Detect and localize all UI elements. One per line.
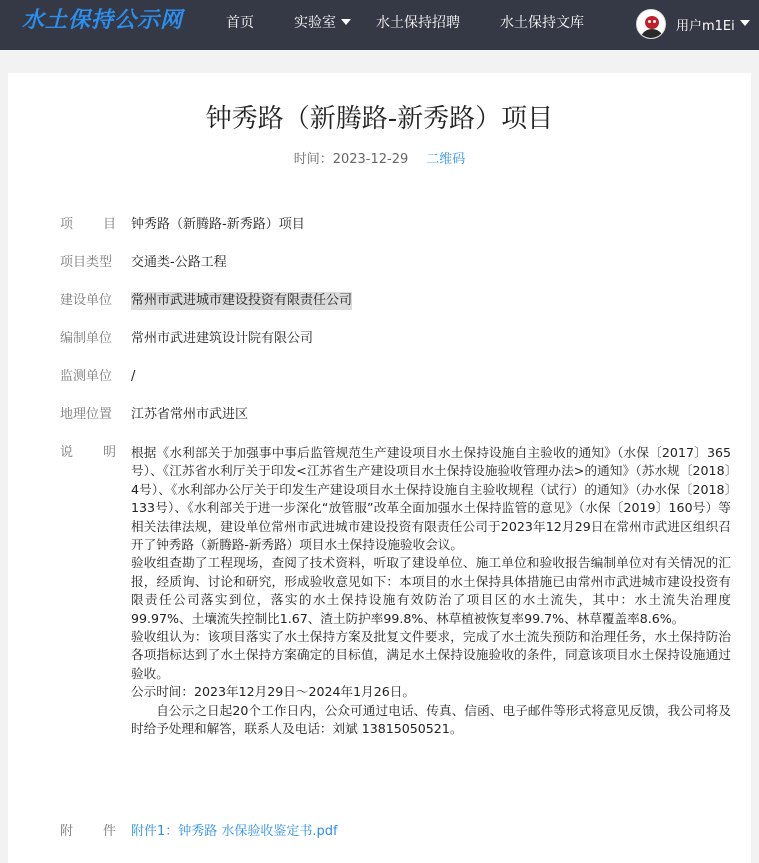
page-title: 钟秀路（新腾路-新秀路）项目 (205, 104, 554, 134)
field-label-monitor: 监测单位 (60, 369, 113, 384)
field-label-builder: 建设单位 (60, 293, 113, 308)
field-value-project: 钟秀路（新腾路-新秀路）项目 (131, 217, 305, 232)
description-paragraph: 验收组查勘了工程现场，查阅了技术资料，听取了建设单位、施工单位和验收报告编制单位对有关情况的汇报，经质询、讨论和研究，形成验收意见如下：本项目的水土保持具体措施已由常州市武进城市建设投资有限责任公司落实到位，落实的水土保持设施有效防治了项目区的水土流失，其中：水土流失治理度99.97%、土壤流失控制比1.67、渣土防护率99.8%、林草植被恢复率99.7%、林草覆盖率8.6%。 (131, 555, 731, 626)
field-value-monitor: / (131, 369, 136, 384)
description-paragraph: 验收组认为：该项目落实了水土保持方案及批复文件要求，完成了水土流失预防和治理任务，水土保持防治各项指标达到了水土保持方案确定的目标值，满足水土保持设施验收的条件，同意该项目水土保持设施通过验收。 (131, 629, 731, 681)
description-text (131, 444, 731, 739)
field-value-compiler: 常州市武进建筑设计院有限公司 (131, 331, 314, 346)
nav-lab[interactable] (294, 0, 351, 50)
description-paragraph: 自公示之日起20个工作日内，公众可通过电话、传真、信函、电子邮件等形式将意见反馈，我公司将及时给予处理和解答，联系人及电话：刘斌 13815050521。 (131, 702, 731, 737)
chevron-down-icon (740, 20, 750, 26)
field-label-description: 说 明 (60, 445, 116, 460)
description-paragraph: 根据《水利部关于加强事中事后监管规范生产建设项目水土保持设施自主验收的通知》（水保〔2017〕365号）、《江苏省水利厅关于印发<江苏省生产建设项目水土保持设施验收管理办法>的通知》（苏水规〔2018〕4号）、《水利部办公厅关于印发生产建设项目水土保持设施自主验收规程（试行）的通知》（办水保〔2018〕133号）、《水利部关于进一步深化“放管服”改革全面加强水土保持监管的意见》（水保〔2019〕160号）等相关法律法规，建设单位常州市武进城市建设投资有限责任公司于2023年12月29日在常州市武进区组织召开了钟秀路（新腾路-新秀路）项目水土保持设施验收会议。 (131, 445, 731, 553)
chevron-down-icon (341, 19, 351, 25)
qrcode-link[interactable]: 二维码 (426, 152, 466, 167)
field-value-location: 江苏省常州市武进区 (131, 407, 249, 422)
attachment-link[interactable]: 附件1：钟秀路 水保验收鉴定书.pdf (131, 824, 338, 839)
field-value-project-type: 交通类-公路工程 (131, 255, 227, 270)
avatar (636, 9, 666, 39)
nav-lab-label: 实验室 (294, 15, 336, 31)
nav-home[interactable]: 首页 (226, 15, 254, 31)
description-paragraph: 公示时间：2023年12月29日～2024年1月26日。 (131, 684, 415, 700)
field-value-builder: 常州市武进城市建设投资有限责任公司 (131, 293, 353, 308)
field-label-compiler: 编制单位 (60, 331, 113, 346)
user-name: 用户m1Ei (676, 18, 735, 34)
nav-library[interactable]: 水土保持文库 (500, 15, 584, 31)
field-label-project-type: 项目类型 (60, 255, 113, 270)
article-meta (0, 151, 759, 169)
field-label-location: 地理位置 (60, 407, 113, 422)
top-navigation-bar (0, 0, 759, 50)
field-label-attachment: 附 件 (60, 824, 116, 839)
nav-recruitment[interactable]: 水土保持招聘 (376, 15, 460, 31)
user-menu[interactable] (636, 6, 750, 42)
field-label-project: 项 目 (60, 217, 116, 232)
publish-time: 时间：2023-12-29 (293, 152, 409, 167)
site-logo[interactable]: 水土保持公示网 (22, 8, 184, 33)
